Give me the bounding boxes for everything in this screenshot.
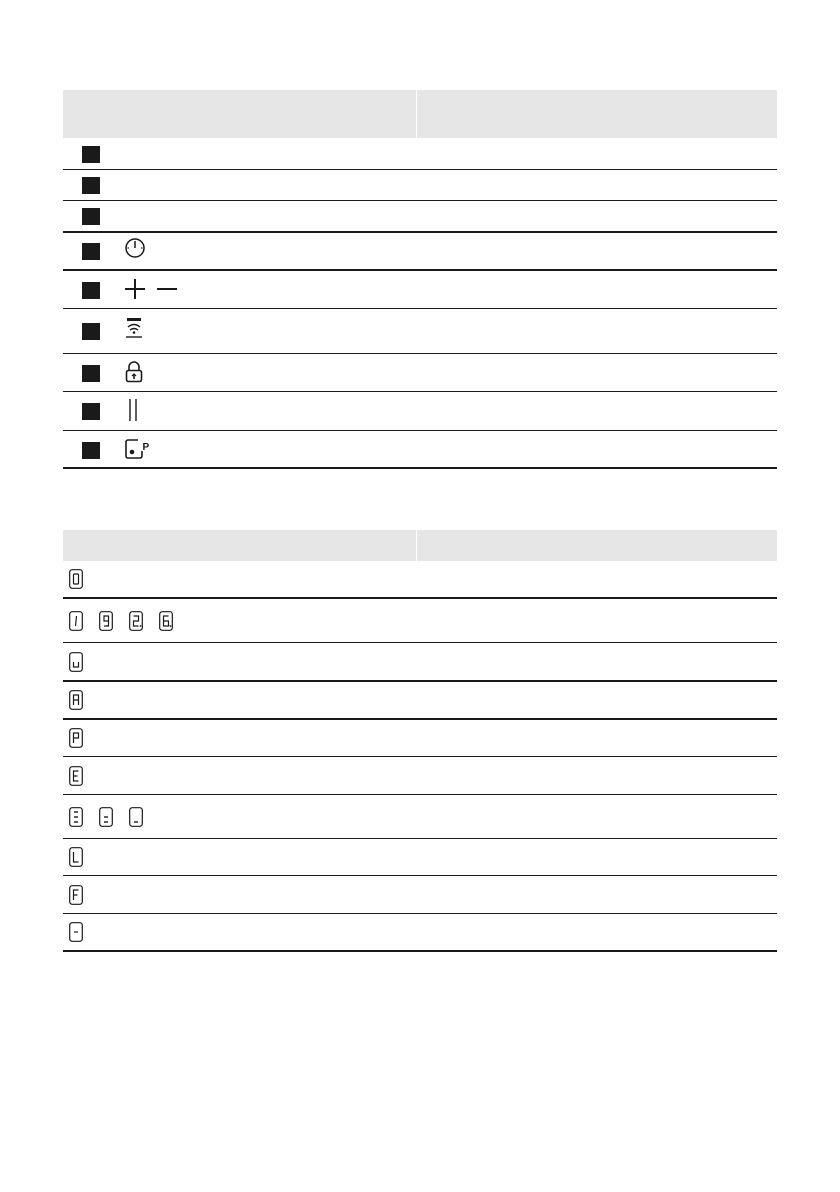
table-row (63, 561, 777, 599)
display-symbol (159, 611, 173, 631)
row-marker (82, 282, 100, 299)
table-row (63, 876, 777, 914)
table-row (63, 795, 777, 839)
table-row (63, 354, 777, 392)
table-row (63, 720, 777, 757)
display-symbol (69, 690, 83, 710)
timer-icon (124, 237, 146, 264)
lock-icon (124, 361, 144, 388)
pause-icon (127, 398, 139, 427)
table-row (63, 138, 777, 170)
header-divider (416, 530, 417, 561)
svg-text:P: P (142, 442, 150, 453)
display-symbol (69, 847, 83, 867)
display-symbol (69, 807, 83, 827)
display-symbol (69, 766, 83, 786)
plus-icon (124, 278, 146, 305)
row-marker (82, 146, 100, 163)
row-marker (82, 243, 100, 260)
display-symbol (99, 807, 113, 827)
table-row (63, 757, 777, 795)
table-row (63, 309, 777, 354)
table-row (63, 682, 777, 720)
table-header (63, 530, 777, 561)
table-row (63, 643, 777, 682)
display-indications-table (63, 530, 777, 952)
display-symbol (69, 611, 83, 631)
table-row (63, 599, 777, 643)
table-row (63, 431, 777, 469)
control-panel-table (63, 90, 777, 469)
table-row (63, 271, 777, 309)
row-marker (82, 442, 100, 459)
table-header (63, 90, 777, 138)
table-row (63, 170, 777, 201)
display-symbol (69, 885, 83, 905)
display-symbol (69, 728, 83, 748)
display-symbol (69, 652, 83, 672)
display-symbol (69, 569, 83, 589)
row-marker (82, 323, 100, 340)
power-boost-icon (124, 438, 150, 465)
hob-hood-icon (124, 317, 144, 344)
header-divider (416, 90, 417, 138)
table-row (63, 201, 777, 233)
table-row (63, 914, 777, 952)
row-marker (82, 365, 100, 382)
minus-icon (156, 278, 178, 305)
row-marker (82, 208, 100, 225)
row-marker (82, 403, 100, 420)
display-symbol (69, 922, 83, 942)
row-marker (82, 177, 100, 194)
display-symbol (129, 611, 143, 631)
table-row (63, 839, 777, 876)
display-symbol (99, 611, 113, 631)
table-row (63, 233, 777, 271)
display-symbol (129, 807, 143, 827)
table-row (63, 392, 777, 431)
